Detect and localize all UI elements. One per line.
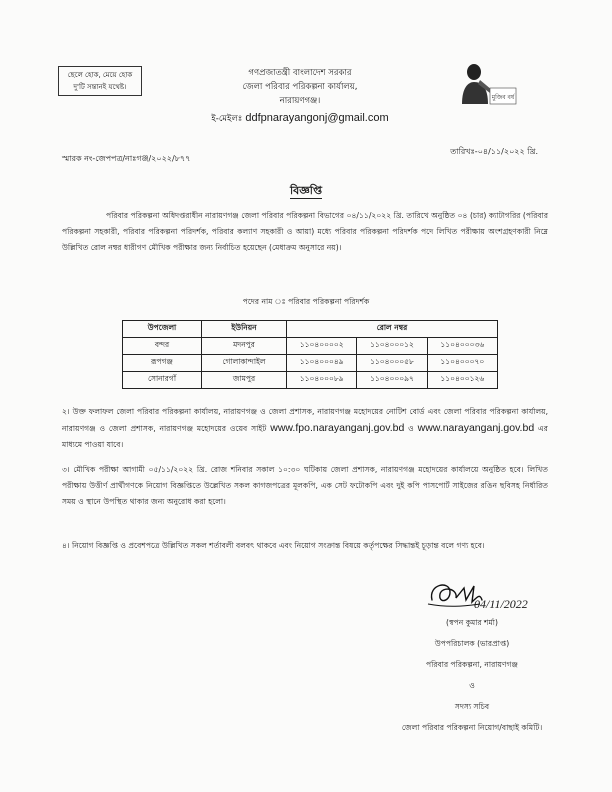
cell-roll: ১১০৪০০০৩৬ (427, 338, 497, 355)
table-header-row (123, 321, 498, 338)
signatory-and: ও (469, 681, 475, 690)
cell-roll: ১১০৪০০০৮৯ (287, 372, 357, 389)
paragraph-1: পরিবার পরিকল্পনা অধিদপ্তরাধীন নারায়ণগঞ্জ জেলা পরিবার পরিকল্পনা বিভাগের ০৪/১১/২০২২ খ্রি. তারিখে অনুষ্ঠিত ০৪ (চার) ক্যাটাগরির (পরিবার পরিকল্পনা সহকারী, পরিবার পরিকল্পনা পরিদর্শক, পরিবার কল্যাণ সহকারী ও আয়া) মধ্যে পরিবার পরিকল্পনা পরিদর্শক পদে লিখিত পরীক্ষায় অংশগ্রহণকারী নিম্নে উল্লিখিত রোল নম্বর ধারীগণ মৌখিক পরীক্ষার জন্য নির্বাচিত হয়েছেন (মেধাক্রম অনুসারে নয়)। (62, 211, 548, 252)
email-address: ddfpnarayangonj@gmail.com (245, 112, 389, 124)
cell-union: মদনপুর (202, 338, 287, 355)
cell-roll: ১১০৪০০০৭০ (427, 355, 497, 372)
signatory-office: পরিবার পরিকল্পনা, নারায়ণগঞ্জ (426, 660, 518, 669)
signatory-name: (স্বপন কুমার শর্মা) (446, 618, 498, 627)
cell-upazila: রূপগঞ্জ (123, 355, 202, 372)
cell-roll: ১১০৪০০১২৬ (427, 372, 497, 389)
portrait-icon (452, 60, 520, 106)
emblem-text: মুজিব বর্ষ (491, 94, 515, 101)
paragraph-2-suffix: এর মাধ্যমে পাওয়া যাবে। (62, 424, 548, 449)
header-roll: রোল নম্বর (287, 321, 498, 338)
signatory-committee: জেলা পরিবার পরিকল্পনা নিয়োগ/বাছাই কমিটি। (401, 723, 543, 732)
handwritten-date: 04/11/2022 (474, 597, 528, 611)
signature-block (372, 612, 572, 738)
header-union: ইউনিয়ন (202, 321, 287, 338)
memo-date: তারিখঃ-০৪/১১/২০২২ খ্রি. (450, 147, 538, 156)
cell-roll: ১১০৪০০০১২ (357, 338, 427, 355)
cell-roll: ১১০৪০০০৫৮ (357, 355, 427, 372)
paragraph-3: ৩। মৌখিক পরীক্ষা আগামী ০৫/১১/২০২২ খ্রি. রোজ শনিবার সকাল ১০:৩০ ঘটিকায় জেলা প্রশাসক, নারায়ণগঞ্জ মহোদয়ের কার্যালয়ে অনুষ্ঠিত হবে। লিখিত পরীক্ষায় উত্তীর্ণ প্রার্থীগণকে নিয়োগ বিজ্ঞপ্তিতে উল্লেখিত সকল কাগজপত্রের মূলকপি, এক সেট ফটোকপি এবং দুই কপি পাসপোর্ট সাইজের রঙিন ছবিসহ নির্ধারিত সময় ও স্থানে উপস্থিত থাকার জন্য অনুরোধ করা হলো। (62, 465, 548, 506)
district-website-link[interactable]: www.narayanganj.gov.bd (417, 422, 535, 434)
slogan-line-2: দু'টি সন্তানই যথেষ্ট। (73, 83, 127, 91)
memo-reference: স্মারক নং-জেপপত্র/নাঃগঞ্জ/২০২২/৮৭৭ (62, 154, 191, 163)
email-label: ই-মেইলঃ (211, 114, 243, 124)
paragraph-2 (62, 404, 548, 453)
cell-upazila: সোনারগাঁ (123, 372, 202, 389)
cell-roll: ১১০৪০০০০২ (287, 338, 357, 355)
paragraph-4: ৪। নিয়োগ বিজ্ঞপ্তি ও প্রবেশপত্রে উল্লিখিত সকল শর্তাবলী বলবৎ থাকবে এবং নিয়োগ সংক্রান্ত বিষয়ে কর্তৃপক্ষের সিদ্ধান্তই চূড়ান্ত বলে গণ্য হবে। (62, 541, 485, 550)
office-header (150, 66, 450, 126)
office-name: জেলা পরিবার পরিকল্পনা কার্যালয়, (242, 82, 358, 92)
signatory-role: সদস্য সচিব (454, 702, 490, 711)
slogan-line-1: ছেলে হোক, মেয়ে হোক (67, 71, 133, 79)
signatory-designation: উপপরিচালক (ভারপ্রাপ্ত) (434, 639, 510, 648)
table-row (123, 338, 498, 355)
cell-upazila: বন্দর (123, 338, 202, 355)
table-row (123, 355, 498, 372)
cell-roll: ১১০৪০০০৪৯ (287, 355, 357, 372)
fpo-website-link[interactable]: www.fpo.narayanganj.gov.bd (270, 422, 405, 434)
header-upazila: উপজেলা (123, 321, 202, 338)
table-row (123, 372, 498, 389)
cell-union: গোলাকান্দাইল (202, 355, 287, 372)
government-name: গণপ্রজাতন্ত্রী বাংলাদেশ সরকার (248, 68, 352, 78)
paragraph-2-text: ২। উক্ত ফলাফল জেলা পরিবার পরিকল্পনা কার্যালয়, নারায়ণগঞ্জ ও জেলা প্রশাসক, নারায়ণগঞ্জ মহোদয়ের নোটিশ বোর্ড এবং জেলা পরিবার পরিকল্পনা কার্যালয়, নারায়ণগঞ্জ ও জেলা প্রশাসক, নারায়ণগঞ্জ মহোদয়ের ওয়েব সাইট (62, 407, 548, 433)
post-name: পদের নাম ঃ পরিবার পরিকল্পনা পরিদর্শক (242, 297, 370, 306)
slogan-box (58, 66, 142, 96)
roll-number-table (122, 320, 498, 389)
notice-title: বিজ্ঞপ্তি (290, 184, 322, 197)
office-location: নারায়ণগঞ্জ। (279, 96, 321, 106)
paragraph-2-joiner: ও (408, 424, 414, 433)
cell-roll: ১১০৪০০০৯৭ (357, 372, 427, 389)
cell-union: জামপুর (202, 372, 287, 389)
notice-title-wrap (0, 182, 612, 201)
email-line (150, 111, 450, 126)
mujib-borsho-logo (452, 60, 520, 106)
